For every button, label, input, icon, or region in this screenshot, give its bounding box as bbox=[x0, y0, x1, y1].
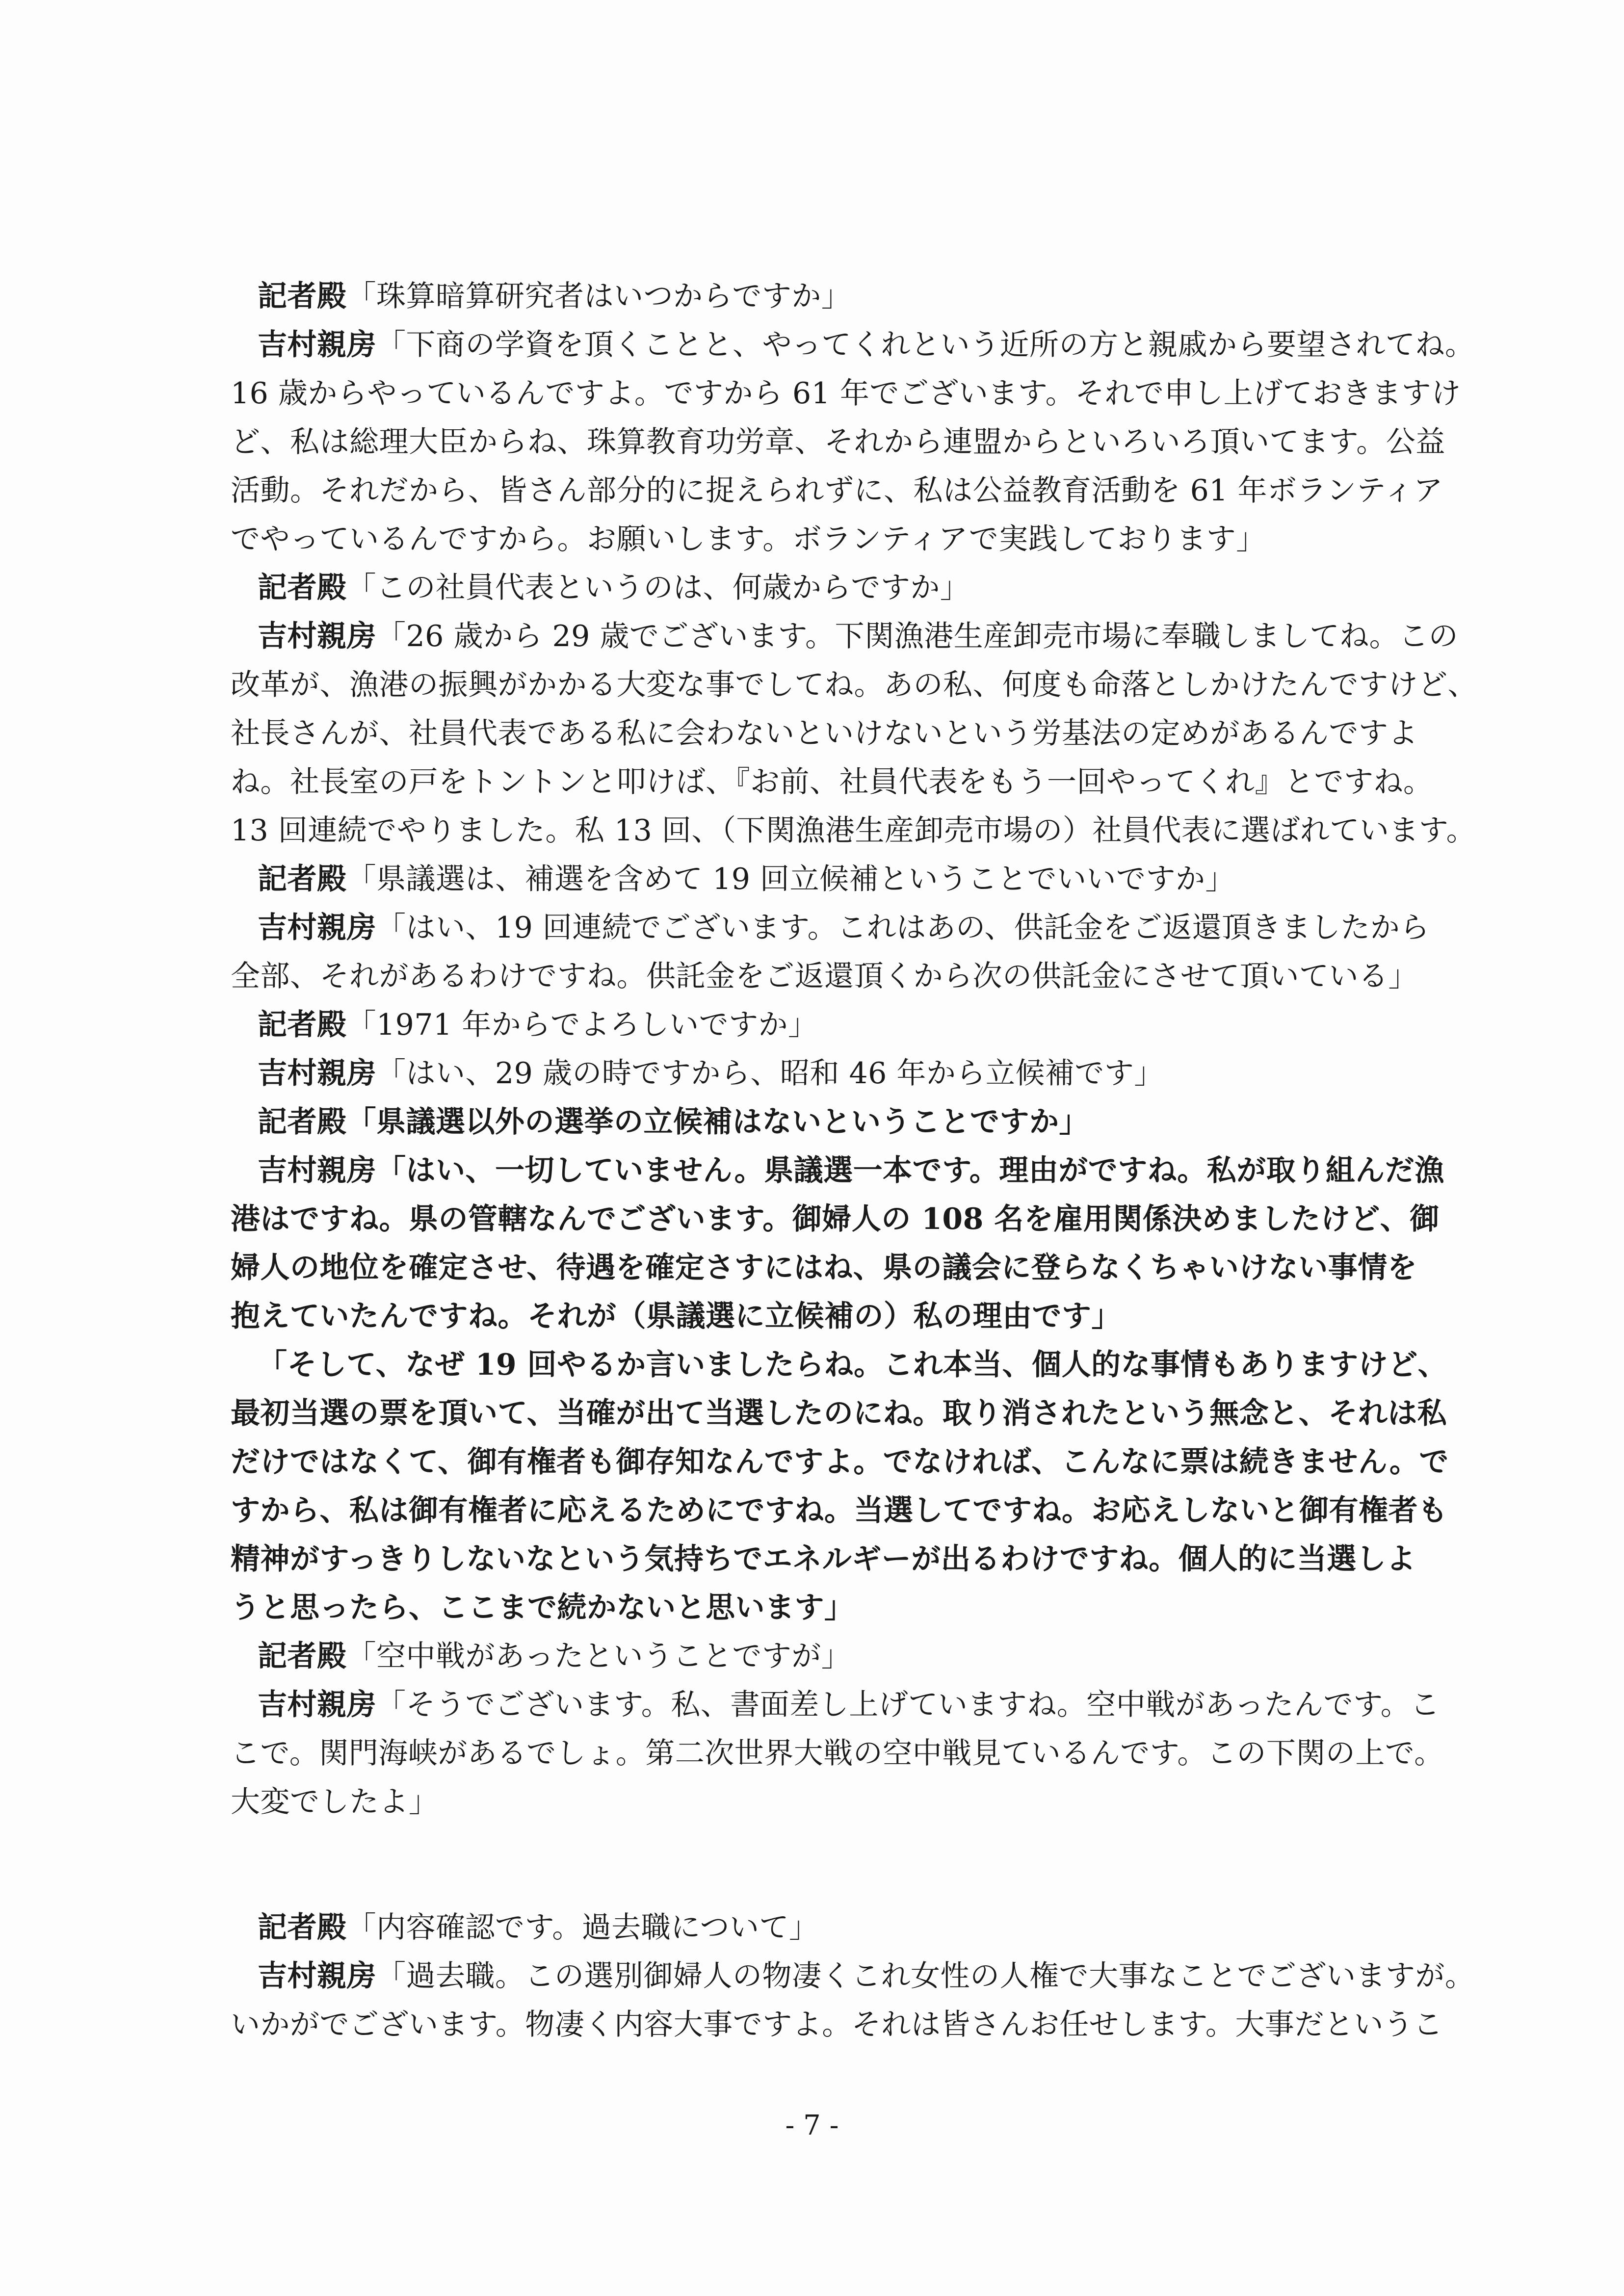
continuation-line bbox=[231, 369, 1461, 418]
speaker-name: 記者殿 bbox=[258, 862, 347, 896]
line-text: うと思ったら、ここまで続かないと思います」 bbox=[231, 1591, 854, 1625]
continuation-line bbox=[231, 467, 1443, 515]
continuation-line bbox=[231, 1341, 1448, 1389]
line-text: 「そして、なぜ 19 回やるか言いましたらね。これ本当、個人的な事情もありますけど、 bbox=[258, 1348, 1448, 1382]
continuation-line bbox=[231, 418, 1445, 467]
line-text: 「はい、一切していません。県議選一本です。理由がですね。私が取り組んだ漁 bbox=[376, 1153, 1444, 1188]
line-text: 13 回連続でやりました。私 13 回、（下関漁港生産卸売市場の）社員代表に選ばれています。 bbox=[231, 813, 1476, 848]
speaker-name: 吉村親房 bbox=[258, 1153, 376, 1188]
speaker-name: 記者殿 bbox=[258, 1639, 347, 1673]
continuation-line bbox=[231, 1535, 1416, 1584]
continuation-line bbox=[231, 1729, 1444, 1778]
line-text: 「県議選以外の選挙の立候補はないということですか」 bbox=[346, 1105, 1089, 1139]
dialogue-line bbox=[231, 1098, 1408, 1147]
line-text: 「1971 年からでよろしいですか」 bbox=[346, 1008, 818, 1042]
continuation-line bbox=[231, 661, 1477, 709]
line-text: こで。関門海峡があるでしょ。第二次世界大戦の空中戦見ているんです。この下関の上で。 bbox=[231, 1736, 1444, 1771]
dialogue-line bbox=[231, 272, 1408, 321]
continuation-line bbox=[231, 1487, 1448, 1535]
continuation-line bbox=[231, 807, 1476, 855]
line-text: すから、私は御有権者に応えるためにですね。当選してですね。お応えしないと御有権者も bbox=[231, 1493, 1448, 1528]
speaker-name: 吉村親房 bbox=[258, 1688, 376, 1722]
continuation-line bbox=[231, 1778, 1408, 1826]
line-text: 16 歳からやっているんですよ。ですから 61 年でございます。それで申し上げておきますけ bbox=[231, 376, 1461, 411]
line-text: 抱えていたんですね。それが（県議選に立候補の）私の理由です」 bbox=[231, 1299, 1121, 1333]
speaker-name: 記者殿 bbox=[258, 279, 347, 313]
dialogue-line bbox=[231, 1681, 1440, 1729]
line-text: 「はい、29 歳の時ですから、昭和 46 年から立候補です」 bbox=[376, 1056, 1164, 1091]
continuation-line bbox=[231, 758, 1433, 807]
dialogue-line bbox=[231, 1147, 1444, 1195]
continuation-line bbox=[231, 709, 1418, 758]
line-text: 「そうでございます。私、書面差し上げていますね。空中戦があったんです。こ bbox=[376, 1688, 1440, 1722]
line-text: 「過去職。この選別御婦人の物凄くこれ女性の人権で大事なことでございますが。 bbox=[376, 1959, 1475, 1993]
continuation-line bbox=[231, 1389, 1447, 1438]
speaker-name: 記者殿 bbox=[258, 1910, 347, 1945]
dialogue-line bbox=[231, 1632, 1408, 1681]
line-text: 「県議選は、補選を含めて 19 回立候補ということでいいですか」 bbox=[346, 862, 1235, 896]
dialogue-line bbox=[231, 855, 1408, 904]
continuation-line bbox=[231, 2001, 1443, 2049]
interview-transcript-block-1 bbox=[231, 272, 1477, 1826]
line-text: 改革が、漁港の振興がかかる大変な事でしてね。あの私、何度も命落としかけたんですけど、 bbox=[231, 668, 1477, 702]
speaker-name: 吉村親房 bbox=[258, 619, 376, 653]
speaker-name: 記者殿 bbox=[258, 1105, 347, 1139]
line-text: 「26 歳から 29 歳でございます。下関漁港生産卸売市場に奉職しましてね。この bbox=[376, 619, 1459, 653]
line-text: 「下商の学資を頂くことと、やってくれという近所の方と親戚から要望されてね。 bbox=[376, 328, 1475, 362]
speaker-name: 記者殿 bbox=[258, 571, 347, 605]
dialogue-line bbox=[231, 1952, 1475, 2001]
line-text: 最初当選の票を頂いて、当確が出て当選したのにね。取り消されたという無念と、それは私 bbox=[231, 1396, 1447, 1431]
speaker-name: 吉村親房 bbox=[258, 1056, 376, 1091]
line-text: 「珠算暗算研究者はいつからですか」 bbox=[346, 279, 851, 313]
dialogue-line bbox=[231, 1001, 1408, 1049]
speaker-name: 吉村親房 bbox=[258, 1959, 376, 1993]
line-text: ね。社長室の戸をトントンと叩けば、『お前、社員代表をもう一回やってくれ』とですね。 bbox=[231, 765, 1433, 799]
line-text: だけではなくて、御有権者も御存知なんですよ。でなければ、こんなに票は続きません。で bbox=[231, 1445, 1449, 1479]
line-text: 港はですね。県の管轄なんでございます。御婦人の 108 名を雇用関係決めましたけど、御 bbox=[231, 1202, 1440, 1236]
line-text: 全部、それがあるわけですね。供託金をご返還頂くから次の供託金にさせて頂いている」 bbox=[231, 959, 1418, 993]
line-text: でやっているんですから。お願いします。ボランティアで実践しております」 bbox=[231, 522, 1266, 556]
dialogue-line bbox=[231, 321, 1475, 369]
interview-transcript-block-2 bbox=[231, 1904, 1475, 2049]
line-text: 「この社員代表というのは、何歳からですか」 bbox=[346, 571, 970, 605]
line-text: 社長さんが、社員代表である私に会わないといけないという労基法の定めがあるんですよ bbox=[231, 716, 1418, 751]
continuation-line bbox=[231, 1244, 1417, 1292]
line-text: 「はい、19 回連続でございます。これはあの、供託金をご返還頂きましたから bbox=[376, 911, 1430, 945]
continuation-line bbox=[231, 1584, 1408, 1632]
line-text: 婦人の地位を確定させ、待遇を確定さすにはね、県の議会に登らなくちゃいけない事情を bbox=[231, 1251, 1417, 1285]
line-text: 精神がすっきりしないなという気持ちでエネルギーが出るわけですね。個人的に当選しよ bbox=[231, 1542, 1416, 1576]
line-text: 活動。それだから、皆さん部分的に捉えられずに、私は公益教育活動を 61 年ボランティア bbox=[231, 473, 1443, 508]
dialogue-line bbox=[231, 612, 1459, 661]
speaker-name: 吉村親房 bbox=[258, 328, 376, 362]
line-text: 大変でしたよ」 bbox=[231, 1785, 439, 1819]
dialogue-line bbox=[231, 1904, 1408, 1952]
speaker-name: 記者殿 bbox=[258, 1008, 347, 1042]
continuation-line bbox=[231, 1195, 1440, 1244]
dialogue-line bbox=[231, 564, 1408, 612]
continuation-line bbox=[231, 952, 1418, 1001]
line-text: 「内容確認です。過去職について」 bbox=[346, 1910, 819, 1945]
continuation-line bbox=[231, 1438, 1449, 1487]
dialogue-line bbox=[231, 1049, 1408, 1098]
line-text: ど、私は総理大臣からね、珠算教育功労章、それから連盟からといろいろ頂いてます。公益 bbox=[231, 425, 1445, 459]
speaker-name: 吉村親房 bbox=[258, 911, 376, 945]
dialogue-line bbox=[231, 904, 1430, 952]
page-number: - 7 - bbox=[785, 2110, 839, 2141]
line-text: いかがでございます。物凄く内容大事ですよ。それは皆さんお任せします。大事だというこ bbox=[231, 2008, 1443, 2042]
continuation-line bbox=[231, 515, 1408, 564]
line-text: 「空中戦があったということですが」 bbox=[346, 1639, 851, 1673]
continuation-line bbox=[231, 1292, 1408, 1341]
